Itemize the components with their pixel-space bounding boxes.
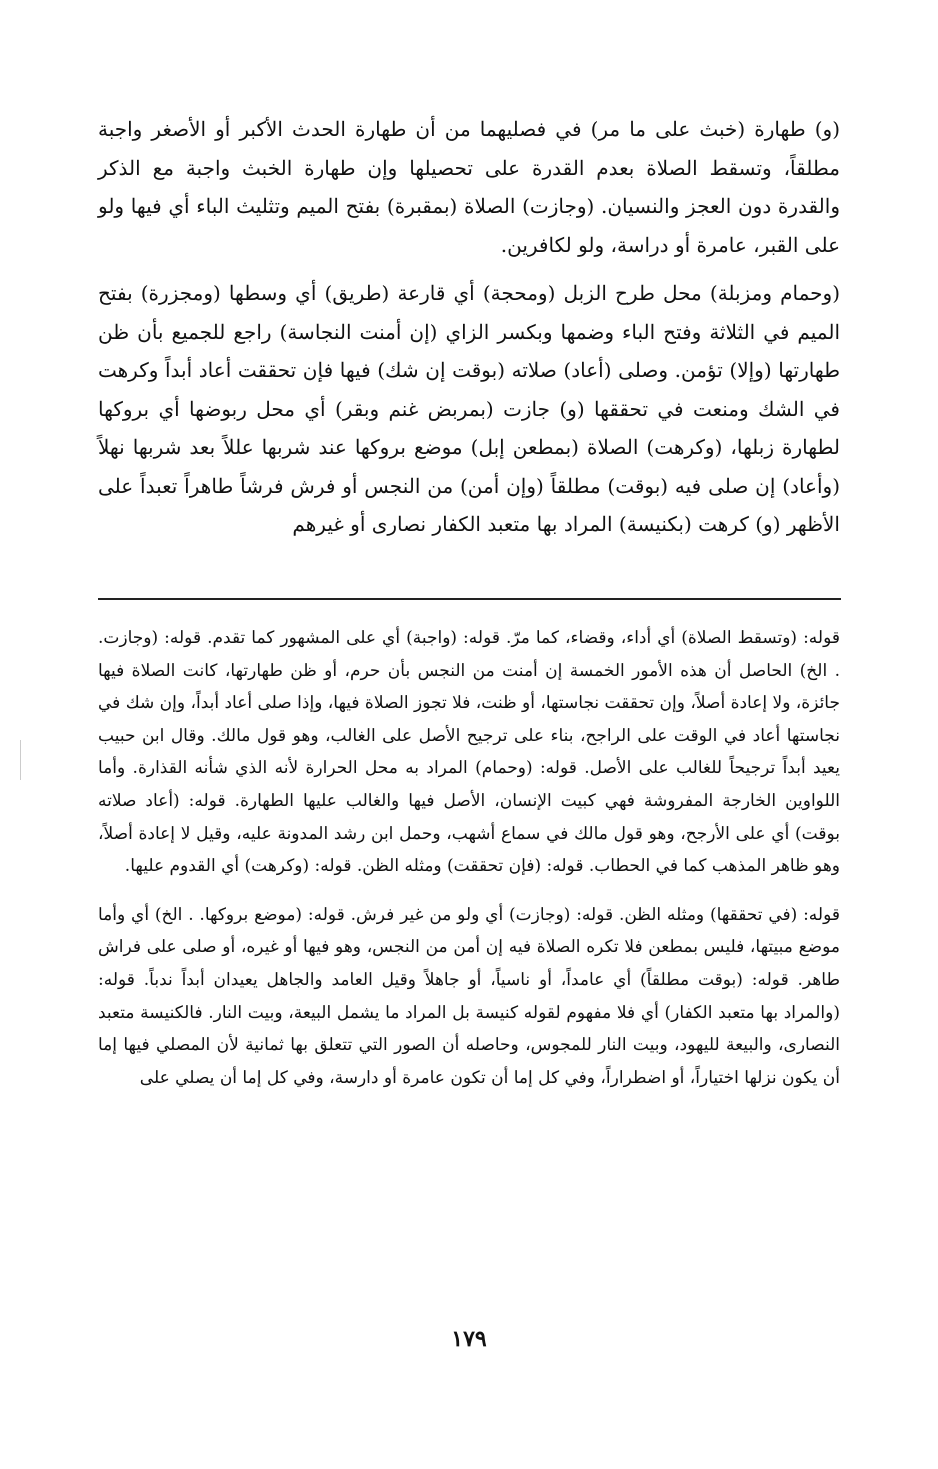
- footnote-paragraph-1: قوله: (وتسقط الصلاة) أي أداء، وقضاء، كما مرّ. قوله: (واجبة) أي على المشهور كما تقدم. قوله: (وجازت. . الخ) الحاصل أن هذه الأمور الخمسة إن أمنت من النجس بأن حرم، أو ظن طهارتها، كانت الصلاة فيها جائزة، ولا إعادة أصلاً، وإن تحققت نجاستها، أو ظنت، فلا تجوز الصلاة فيها، وإذا صلى أعاد أبداً، وإن شك في نجاستها أعاد في الوقت على الراجح، بناء على ترجيح الأصل على الغالب، وهو قول مالك. وقال ابن حبيب يعيد أبداً ترجيحاً للغالب على الأصل. قوله: (وحمام) المراد به محل الحرارة لأنه الذي شأنه القذارة. وأما اللواوين الخارجة المفروشة فهي كبيت الإنسان، الأصل فيها والغالب عليها الطهارة. قوله: (أعاد صلاته بوقت) أي على الأرجح، وهو قول مالك في سماع أشهب، وحمل ابن رشد المدونة عليه، وقيل لا إعادة أصلاً، وهو ظاهر المذهب كما في الحطاب. قوله: (فإن تحققت) ومثله الظن. قوله: (وكرهت) أي القدوم عليها.: [98, 628, 840, 877]
- footnote-paragraph-2: قوله: (في تحققها) ومثله الظن. قوله: (وجازت) أي ولو من غير فرش. قوله: (موضع بروكها. . الخ) أي وأما موضع مبيتها، فليس بمطعن فلا تكره الصلاة فيه إن أمن من النجس، وهو فيها أو غيره، أو صلى على فراش طاهر. قوله: (بوقت مطلقاً) أي عامداً، أو ناسياً، أو جاهلاً وقيل العامد والجاهل يعيدان أبداً ندباً. قوله: (والمراد بها متعبد الكفار) أي فلا مفهوم لقوله كنيسة بل المراد ما يشمل البيعة، وبيت النار. فالكنيسة متعبد النصارى، والبيعة لليهود، وبيت النار للمجوس، وحاصله أن الصور التي تتعلق بها ثمانية لأن المصلي فيها إما أن يكون نزلها اختياراً، أو اضطراراً، وفي كل إما أن تكون عامرة أو دارسة، وفي كل إما أن يصلي على: [98, 904, 840, 1088]
- footnotes-block: [98, 622, 840, 1110]
- main-paragraph-1: (و) طهارة (خبث على ما مر) في فصليهما من أن طهارة الحدث الأكبر أو الأصغر واجبة مطلقاً، وتسقط الصلاة بعدم القدرة على تحصيلها وإن طهارة الخبث واجبة مع الذكر والقدرة دون العجز والنسيان. (وجازت) الصلاة (بمقبرة) بفتح الميم وتثليث الباء أي فيها ولو على القبر، عامرة أو دراسة، ولو لكافرين.: [98, 117, 841, 257]
- page-number: ١٧٩: [451, 1326, 487, 1352]
- main-text-block: [98, 110, 840, 554]
- main-paragraph-2: (وحمام ومزبلة) محل طرح الزبل (ومحجة) أي قارعة (طريق) أي وسطها (ومجزرة) بفتح الميم في الثلاثة وفتح الباء وضمها وبكسر الزاي (إن أمنت النجاسة) راجع للجميع بأن ظن طهارتها (وإلا) تؤمن. وصلى (أعاد) صلاته (بوقت إن شك) فيها فإن تحققت أعاد أبداً وكرهت في الشك ومنعت في تحققها (و) جازت (بمربض غنم وبقر) أي محل ربوضها أي بروكها لطهارة زبلها، (وكرهت) الصلاة (بمطعن إبل) موضع بروكها عند شربها عللاً بعد شربها نهلاً (وأعاد) إن صلى فيه (بوقت) مطلقاً (وإن أمن) من النجس أو فرش فرشاً طاهراً تعبداً على الأظهر (و) كرهت (بكنيسة) المراد بها متعبد الكفار نصارى أو غيرهم: [98, 281, 840, 536]
- scan-margin-mark: [20, 740, 22, 780]
- footnote-separator-rule: [98, 598, 841, 600]
